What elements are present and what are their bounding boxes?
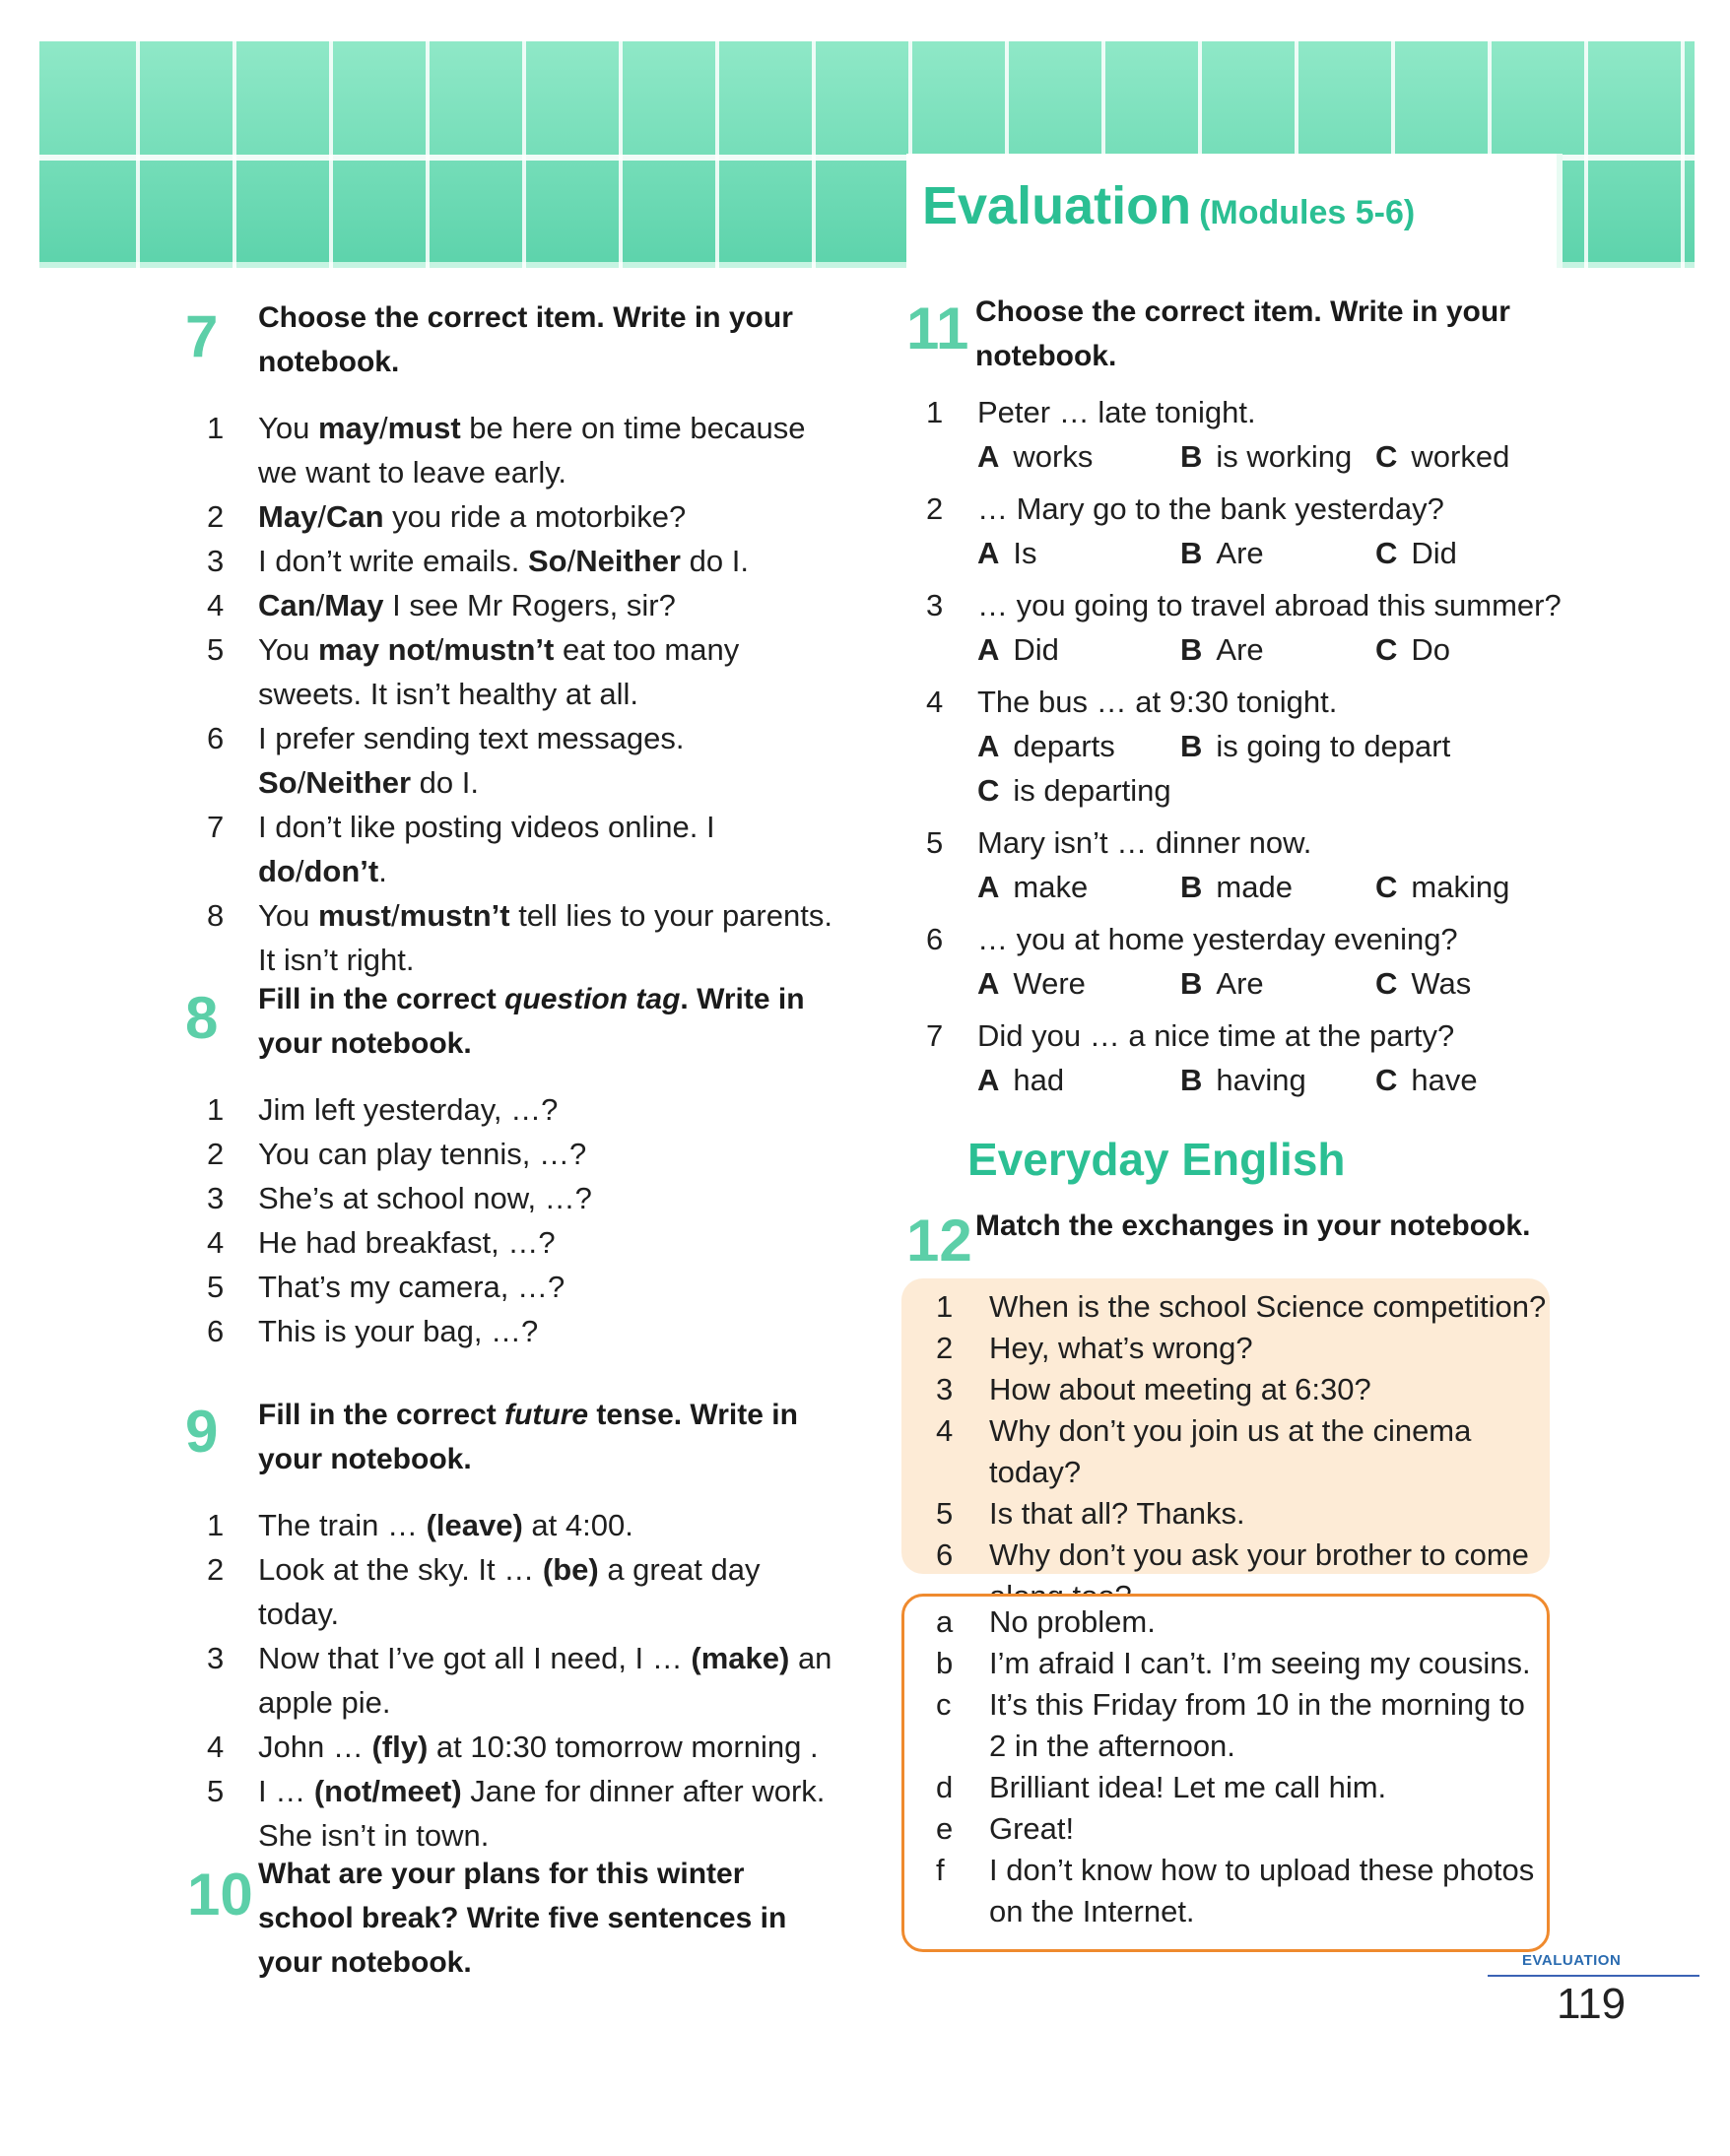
text-segment: eat too many sweets. It isn’t healthy at all. — [258, 632, 740, 711]
option-text: Are — [1216, 632, 1264, 667]
exercise-9-instruction — [258, 1393, 839, 1481]
text-segment: / — [391, 898, 400, 933]
option-letter: C — [1375, 632, 1398, 667]
text-segment: May — [258, 499, 318, 534]
question-line — [926, 820, 1616, 865]
text-segment: (make) — [691, 1641, 790, 1675]
list-item — [906, 1410, 1547, 1493]
option-a — [977, 434, 1093, 479]
exercise-12-answers — [906, 1601, 1547, 1932]
item-number: 2 — [207, 1552, 225, 1587]
list-item — [906, 1286, 1547, 1328]
option-c — [1375, 865, 1509, 909]
item-number: 4 — [936, 1413, 954, 1448]
item-number: f — [936, 1853, 945, 1887]
grid-line — [1681, 41, 1685, 268]
list-item — [207, 627, 843, 716]
option-text: Is — [1013, 536, 1037, 570]
item-number: 4 — [207, 588, 225, 622]
option-a — [977, 865, 1088, 909]
option-letter: A — [977, 632, 1000, 667]
options-row — [926, 434, 1616, 479]
option-letter: A — [977, 966, 1000, 1001]
option-text: having — [1216, 1063, 1306, 1097]
item-number: 2 — [207, 499, 225, 534]
list-item — [207, 893, 843, 982]
option-text: worked — [1411, 439, 1510, 474]
option-text: Did — [1411, 536, 1457, 570]
item-text: Why don’t you join us at the cinema today? — [989, 1413, 1472, 1489]
item-number: 3 — [936, 1372, 954, 1406]
text-segment: Neither — [305, 765, 412, 800]
item-number: 3 — [207, 544, 225, 578]
option-text: Was — [1411, 966, 1472, 1001]
grid-line — [426, 41, 430, 268]
option-a — [977, 724, 1115, 768]
list-item — [906, 1601, 1547, 1643]
text-segment: You — [258, 898, 318, 933]
option-letter: C — [1375, 1063, 1398, 1097]
item-number: 3 — [926, 588, 944, 622]
option-letter: B — [1180, 632, 1203, 667]
options-row — [926, 961, 1616, 1006]
item-text: I don’t know how to upload these photos on the Internet. — [989, 1853, 1535, 1928]
item-text: When is the school Science competition? — [989, 1289, 1547, 1324]
option-b — [1180, 434, 1352, 479]
text-segment: / — [317, 499, 326, 534]
option-text: Are — [1216, 536, 1264, 570]
options-row — [926, 1058, 1616, 1102]
text-segment: (be) — [542, 1552, 599, 1587]
option-b — [1180, 1058, 1306, 1102]
question-text: … Mary go to the bank yesterday? — [977, 491, 1444, 526]
list-item — [906, 1767, 1547, 1808]
text-segment: future — [504, 1399, 589, 1431]
option-letter: C — [1375, 966, 1398, 1001]
option-text: had — [1013, 1063, 1065, 1097]
item-number: 7 — [207, 810, 225, 844]
question-text: … you at home yesterday evening? — [977, 922, 1458, 956]
title-box-edge — [1557, 154, 1563, 268]
list-item — [207, 1132, 843, 1176]
option-letter: A — [977, 536, 1000, 570]
text-segment: The train … — [258, 1508, 427, 1542]
text-segment: at 4:00. — [522, 1508, 633, 1542]
list-item — [207, 494, 843, 539]
text-segment: I don’t write emails. — [258, 544, 528, 578]
list-item — [207, 1220, 843, 1265]
item-number: 4 — [926, 685, 944, 719]
grid-line — [522, 41, 526, 268]
text-segment: I don’t like posting videos online. I — [258, 810, 715, 844]
text-segment: / — [378, 411, 388, 445]
list-item — [207, 1176, 843, 1220]
option-a — [977, 1058, 1064, 1102]
option-text: have — [1411, 1063, 1478, 1097]
text-segment: question tag — [504, 983, 681, 1015]
item-number: 6 — [207, 721, 225, 755]
options-row — [926, 531, 1616, 575]
text-segment: John … — [258, 1730, 372, 1764]
option-text: Did — [1013, 632, 1059, 667]
option-c — [1375, 627, 1450, 672]
question-block — [926, 390, 1616, 479]
option-letter: C — [1375, 439, 1398, 474]
list-item — [207, 1087, 843, 1132]
option-c — [977, 768, 1171, 813]
text-segment: mustn’t — [443, 632, 555, 667]
item-number: b — [936, 1646, 954, 1680]
option-letter: B — [1180, 729, 1203, 763]
option-text: departs — [1013, 729, 1115, 763]
option-text: made — [1216, 870, 1293, 904]
options-row — [926, 768, 1616, 813]
text-segment: I … — [258, 1774, 314, 1808]
text-segment: mustn’t — [399, 898, 510, 933]
item-text: Great! — [989, 1811, 1075, 1846]
text-segment: So — [527, 544, 567, 578]
text-segment: do I. — [411, 765, 479, 800]
question-text: Peter … late tonight. — [977, 395, 1256, 429]
exercise-9-list — [207, 1503, 843, 1858]
option-text: is departing — [1013, 773, 1171, 808]
text-segment: Fill in the correct — [258, 983, 505, 1015]
footer-label: EVALUATION — [1522, 1952, 1622, 1969]
text-segment: Now that I’ve got all I need, I … — [258, 1641, 692, 1675]
exercise-12-instruction: Match the exchanges in your notebook. — [975, 1209, 1531, 1242]
exercise-9-number: 9 — [185, 1399, 219, 1465]
text-segment: must — [387, 411, 461, 445]
text-segment: / — [297, 765, 306, 800]
option-text: making — [1411, 870, 1510, 904]
item-text: Jim left yesterday, …? — [258, 1092, 559, 1127]
item-number: 1 — [207, 1508, 225, 1542]
text-segment: So — [258, 765, 298, 800]
option-text: is going to depart — [1216, 729, 1451, 763]
option-letter: A — [977, 870, 1000, 904]
list-item — [906, 1493, 1547, 1535]
question-block — [926, 680, 1616, 813]
text-segment: must — [317, 898, 392, 933]
text-segment: Neither — [575, 544, 681, 578]
question-block — [926, 487, 1616, 575]
option-letter: B — [1180, 966, 1203, 1001]
options-row — [926, 627, 1616, 672]
option-text: Were — [1013, 966, 1086, 1001]
option-text: Are — [1216, 966, 1264, 1001]
grid-line — [136, 41, 140, 268]
question-block — [926, 820, 1616, 909]
list-item — [207, 1503, 843, 1547]
question-text: The bus … at 9:30 tonight. — [977, 685, 1338, 719]
option-letter: C — [1375, 536, 1398, 570]
question-text: Mary isn’t … dinner now. — [977, 825, 1312, 860]
item-text: It’s this Friday from 10 in the morning to 2 in the afternoon. — [989, 1687, 1525, 1763]
question-block — [926, 1013, 1616, 1102]
exercise-8-list — [207, 1087, 843, 1353]
exercise-11-list — [926, 390, 1616, 1110]
title-text: Evaluation — [922, 176, 1192, 235]
text-segment: tell lies to your parents. It isn’t right. — [258, 898, 832, 977]
item-text: Is that all? Thanks. — [989, 1496, 1245, 1531]
option-text: make — [1013, 870, 1089, 904]
option-letter: B — [1180, 439, 1203, 474]
item-number: 8 — [207, 898, 225, 933]
option-a — [977, 531, 1037, 575]
item-number: 1 — [207, 411, 225, 445]
list-item — [906, 1328, 1547, 1369]
option-c — [1375, 961, 1471, 1006]
text-segment: do I. — [681, 544, 749, 578]
item-text: He had breakfast, …? — [258, 1225, 556, 1260]
grid-line — [812, 41, 816, 268]
question-text: Did you … a nice time at the party? — [977, 1018, 1455, 1053]
question-line — [926, 917, 1616, 961]
item-text: She’s at school now, …? — [258, 1181, 592, 1215]
text-segment: Fill in the correct — [258, 1399, 505, 1431]
item-number: 6 — [926, 922, 944, 956]
list-item — [207, 1769, 843, 1858]
item-text: I’m afraid I can’t. I’m seeing my cousins. — [989, 1646, 1531, 1680]
list-item — [906, 1369, 1547, 1410]
list-item — [906, 1643, 1547, 1684]
list-item — [207, 1636, 843, 1725]
list-item — [207, 1725, 843, 1769]
title-subtitle: (Modules 5-6) — [1199, 194, 1416, 231]
item-number: a — [936, 1604, 954, 1639]
option-a — [977, 627, 1059, 672]
list-item — [207, 539, 843, 583]
text-segment: a great day today. — [258, 1552, 761, 1631]
item-number: 5 — [207, 632, 225, 667]
item-number: 5 — [936, 1496, 954, 1531]
list-item — [906, 1850, 1547, 1932]
list-item — [207, 1265, 843, 1309]
text-segment: Can — [258, 588, 316, 622]
list-item — [207, 1309, 843, 1353]
option-letter: B — [1180, 870, 1203, 904]
grid-line — [715, 41, 719, 268]
item-text: This is your bag, …? — [258, 1314, 539, 1348]
option-letter: B — [1180, 536, 1203, 570]
option-b — [1180, 865, 1293, 909]
option-letter: A — [977, 1063, 1000, 1097]
exercise-12-number: 12 — [906, 1208, 972, 1274]
option-letter: C — [1375, 870, 1398, 904]
item-number: e — [936, 1811, 954, 1846]
text-segment: I prefer sending text messages. — [258, 721, 685, 755]
options-row — [926, 865, 1616, 909]
text-segment: at 10:30 tomorrow morning . — [428, 1730, 819, 1764]
item-number: 3 — [207, 1181, 225, 1215]
exercise-7-number: 7 — [185, 303, 219, 369]
grid-line — [233, 41, 236, 268]
item-number: 2 — [207, 1137, 225, 1171]
list-item — [906, 1808, 1547, 1850]
option-text: Do — [1411, 632, 1451, 667]
item-number: 4 — [207, 1225, 225, 1260]
everyday-english-heading: Everyday English — [967, 1134, 1346, 1185]
text-segment: you ride a motorbike? — [383, 499, 687, 534]
text-segment: may not — [317, 632, 435, 667]
text-segment: do — [258, 854, 296, 888]
list-item — [207, 716, 843, 805]
item-number: 7 — [926, 1018, 944, 1053]
text-segment: May — [324, 588, 384, 622]
question-block — [926, 583, 1616, 672]
option-c — [1375, 531, 1457, 575]
exercise-11-number: 11 — [906, 295, 969, 361]
question-line — [926, 583, 1616, 627]
option-a — [977, 961, 1086, 1006]
item-number: 2 — [936, 1331, 954, 1365]
text-segment: don’t — [303, 854, 379, 888]
text-segment: (not/meet) — [313, 1774, 462, 1808]
option-c — [1375, 434, 1509, 479]
text-segment: / — [295, 854, 304, 888]
option-b — [1180, 531, 1264, 575]
exercise-8-number: 8 — [185, 985, 219, 1051]
option-text: is working — [1216, 439, 1353, 474]
item-number: 5 — [926, 825, 944, 860]
item-number: c — [936, 1687, 952, 1722]
list-item — [207, 406, 843, 494]
exercise-11-instruction: Choose the correct item. Write in your notebook. — [975, 295, 1510, 372]
text-segment: Can — [325, 499, 384, 534]
item-number: 3 — [207, 1641, 225, 1675]
title-box — [906, 154, 1557, 268]
item-text: That’s my camera, …? — [258, 1270, 566, 1304]
option-letter: B — [1180, 1063, 1203, 1097]
text-segment: an apple pie. — [258, 1641, 832, 1720]
item-text: How about meeting at 6:30? — [989, 1372, 1371, 1406]
text-segment: / — [434, 632, 444, 667]
text-segment: You — [258, 411, 318, 445]
grid-line — [619, 41, 623, 268]
option-text: works — [1013, 439, 1094, 474]
item-number: 6 — [936, 1537, 954, 1572]
question-line — [926, 390, 1616, 434]
option-letter: A — [977, 729, 1000, 763]
text-segment: I see Mr Rogers, sir? — [383, 588, 676, 622]
exercise-10-instruction: What are your plans for this winter school break? Write five sentences in your notebook. — [258, 1858, 787, 1979]
text-segment: Look at the sky. It … — [258, 1552, 543, 1587]
item-number: 1 — [936, 1289, 954, 1324]
item-number: 6 — [207, 1314, 225, 1348]
list-item — [207, 583, 843, 627]
item-number: 1 — [926, 395, 944, 429]
text-segment: tense. Write in your notebook. — [258, 1399, 798, 1475]
text-segment: (leave) — [426, 1508, 523, 1542]
item-number: d — [936, 1770, 954, 1804]
options-row — [926, 724, 1616, 768]
footer-rule — [1488, 1975, 1699, 1977]
text-segment: (fly) — [371, 1730, 429, 1764]
question-line — [926, 1013, 1616, 1058]
question-block — [926, 917, 1616, 1006]
question-line — [926, 680, 1616, 724]
option-b — [1180, 961, 1264, 1006]
grid-line — [1584, 41, 1588, 268]
question-line — [926, 487, 1616, 531]
text-segment: You — [258, 632, 318, 667]
item-text: You can play tennis, …? — [258, 1137, 587, 1171]
option-b — [1180, 724, 1450, 768]
text-segment: . — [378, 854, 387, 888]
question-text: … you going to travel abroad this summer? — [977, 588, 1562, 622]
option-letter: C — [977, 773, 1000, 808]
item-number: 2 — [926, 491, 944, 526]
text-segment: . Write in your notebook. — [258, 983, 805, 1060]
list-item — [207, 805, 843, 893]
text-segment: may — [317, 411, 379, 445]
item-number: 5 — [207, 1270, 225, 1304]
item-text: Why don’t you ask your brother to come — [989, 1537, 1529, 1572]
exercise-12-questions — [906, 1286, 1547, 1617]
list-item — [906, 1684, 1547, 1767]
option-c — [1375, 1058, 1478, 1102]
page-title — [922, 175, 1415, 236]
item-number: 5 — [207, 1774, 225, 1808]
option-letter: A — [977, 439, 1000, 474]
page-number: 119 — [1557, 1980, 1627, 2028]
text-segment: Jane for dinner after work. She isn’t in town. — [258, 1774, 826, 1853]
grid-line — [329, 41, 333, 268]
text-segment: be here on time because we want to leave early. — [258, 411, 806, 490]
exercise-10-number: 10 — [187, 1862, 253, 1927]
item-text: Brilliant idea! Let me call him. — [989, 1770, 1387, 1804]
exercise-7-list — [207, 406, 843, 982]
list-item — [207, 1547, 843, 1636]
item-number: 4 — [207, 1730, 225, 1764]
text-segment: / — [315, 588, 325, 622]
option-b — [1180, 627, 1264, 672]
exercise-7-instruction: Choose the correct item. Write in your notebook. — [258, 301, 793, 378]
exercise-8-instruction — [258, 977, 839, 1066]
text-segment: / — [566, 544, 576, 578]
item-text: Hey, what’s wrong? — [989, 1331, 1253, 1365]
item-number: 1 — [207, 1092, 225, 1127]
item-text: No problem. — [989, 1604, 1156, 1639]
